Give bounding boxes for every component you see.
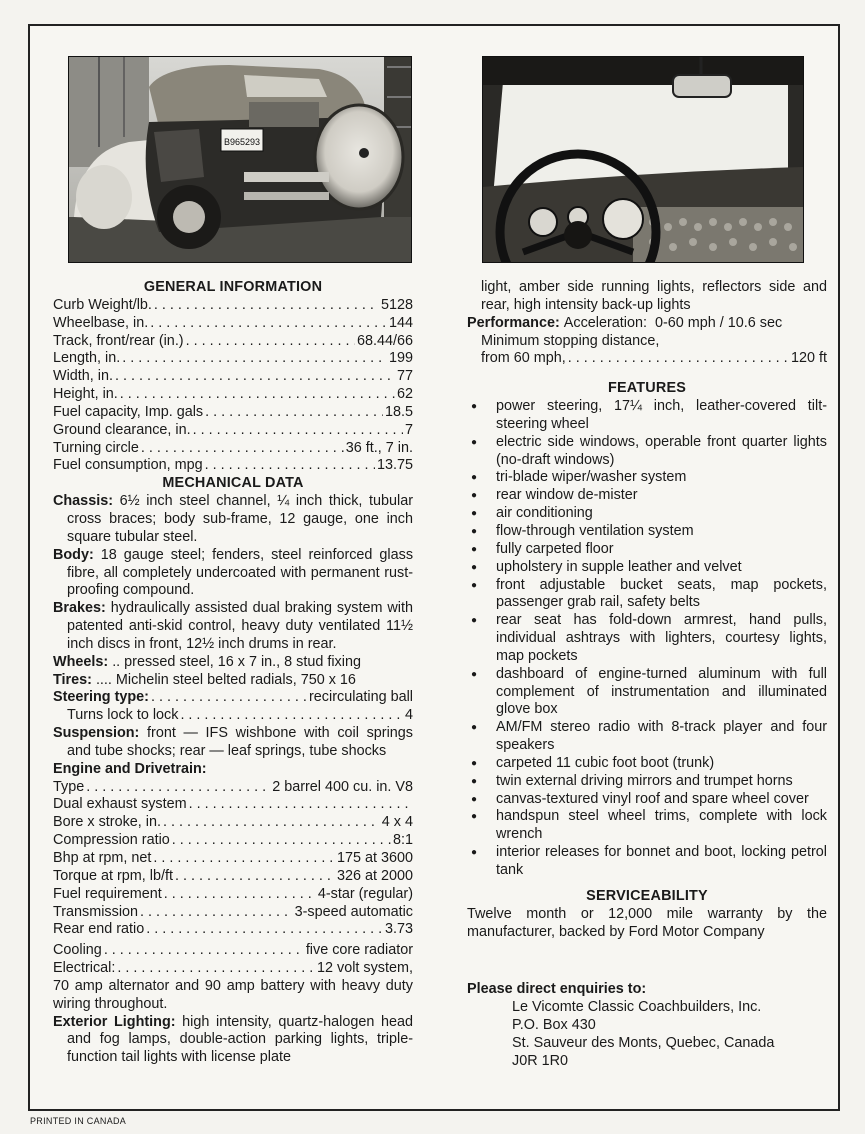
steering-spec: Steering type: . . . recirculating ball (53, 689, 413, 707)
spec-sheet-frame (28, 24, 840, 1111)
feature-item: ● power steering, 17¼ inch, leather-covered tilt-steering wheel (467, 398, 827, 434)
stopping-distance-label: Minimum stopping distance, (481, 332, 660, 349)
feature-item: ● air conditioning (467, 505, 827, 523)
engine-spec-row-value: 175 at 3600 (336, 850, 413, 866)
general-info-row-value: 144 (388, 314, 413, 331)
tires-spec: Tires: .... Michelin steel belted radials, 750 x 16 (53, 671, 356, 688)
engine-spec-row-label: Transmission (53, 903, 139, 920)
engine-spec-row (53, 814, 413, 832)
body-spec: Body: 18 gauge steel; fenders, steel reinforced glass fibre, all completely undercoated with permanent rust-proofing compound. (53, 546, 414, 599)
general-info-row (53, 297, 413, 315)
engine-drivetrain-list (53, 779, 413, 940)
general-info-row-value: 7 (404, 421, 413, 438)
stopping-distance-spec: from 60 mph, . . . 120 ft (467, 350, 827, 368)
general-info-row-label: Turning circle (53, 439, 139, 456)
electrical-spec: Electrical: . . . 12 volt system, (53, 960, 413, 978)
exterior-lighting-continued: light, amber side running lights, reflectors side and rear, high intensity back-up lights (481, 279, 827, 313)
feature-item: ● fully carpeted floor (467, 541, 827, 559)
feature-item: ● canvas-textured vinyl roof and spare wheel cover (467, 791, 827, 809)
feature-item: ● dashboard of engine-turned aluminum with full complement of instrumentation and illuminated glove box (467, 666, 827, 720)
engine-spec-row (53, 921, 413, 939)
general-information-list (53, 297, 413, 475)
engine-spec-row (53, 796, 413, 814)
engine-spec-row-label: Type (53, 778, 85, 795)
general-info-row-label: Curb Weight/lb. (53, 296, 152, 313)
engine-spec-row-value: 2 barrel 400 cu. in. V8 (272, 778, 413, 795)
feature-item: ● front adjustable bucket seats, map pockets, passenger grab rail, safety belts (467, 577, 827, 613)
feature-item: ● electric side windows, operable front quarter lights (no-draft windows) (467, 434, 827, 470)
general-info-row-label: Length, in. (53, 350, 121, 367)
engine-spec-row-label: Bhp at rpm, net (53, 850, 152, 866)
general-info-row (53, 457, 413, 475)
general-info-row (53, 422, 413, 440)
engine-spec-row (53, 868, 413, 886)
serviceability-heading: SERVICEABILITY (586, 887, 708, 904)
right-column (467, 279, 827, 1071)
cooling-spec: Cooling . . . five core radiator (53, 942, 413, 960)
general-info-row (53, 404, 413, 422)
general-info-row-value: 36 ft., 7 in. (345, 439, 413, 456)
general-info-row-value: 5128 (380, 296, 413, 313)
feature-item: ● handspun steel wheel trims, complete with lock wrench (467, 808, 827, 844)
engine-spec-row-value: 3-speed automatic (294, 903, 413, 920)
engine-drivetrain-heading: Engine and Drivetrain: (53, 760, 207, 777)
feature-item: ● twin external driving mirrors and trumpet horns (467, 773, 827, 791)
feature-item: ● flow-through ventilation system (467, 523, 827, 541)
general-info-row-value: 18.5 (384, 403, 413, 420)
engine-spec-row-value: 4 x 4 (381, 814, 413, 831)
engine-spec-row-label: Torque at rpm, lb/ft (53, 867, 173, 884)
enquiries-line: St. Sauveur des Monts, Quebec, Canada (512, 1034, 775, 1051)
features-heading: FEATURES (607, 380, 687, 397)
left-column (53, 279, 413, 1067)
general-info-row-value: 199 (388, 350, 413, 367)
car-rear-photo (68, 56, 412, 263)
enquiries-block (467, 981, 827, 1070)
general-information-heading: GENERAL INFORMATION (143, 279, 323, 295)
license-plate-text: B965293 (223, 137, 261, 147)
feature-item: ● carpeted 11 cubic foot boot (trunk) (467, 755, 827, 773)
serviceability-text: Twelve month or 12,000 mile warranty by the manufacturer, backed by Ford Motor Company (467, 905, 827, 940)
chassis-spec: Chassis: 6½ inch steel channel, ¼ inch thick, tubular cross braces; body sub-frame, 12 gauge, one inch square tubular steel. (53, 493, 414, 545)
general-info-row-label: Ground clearance, in. (53, 421, 191, 438)
engine-spec-row-label: Dual exhaust system (53, 796, 187, 813)
general-info-row-value: 62 (396, 386, 413, 403)
engine-spec-row-value: 326 at 2000 (336, 867, 413, 884)
suspension-spec: Suspension: front — IFS wishbone with coil springs and tube shocks; rear — leaf springs, tube shocks (53, 725, 413, 759)
general-info-row-label: Track, front/rear (in.) (53, 332, 184, 349)
enquiries-heading: Please direct enquiries to: (467, 981, 647, 998)
lock-to-lock-spec: Turns lock to lock . . . 4 (53, 707, 413, 725)
feature-item: ● interior releases for bonnet and boot, locking petrol tank (467, 844, 827, 880)
general-info-row (53, 315, 413, 333)
general-info-row-label: Width, in. (53, 368, 113, 385)
interior-dashboard-photo (482, 56, 804, 263)
general-info-row-label: Fuel consumption, mpg (53, 457, 203, 474)
general-info-row (53, 386, 413, 404)
feature-item: ● AM/FM stereo radio with 8-track player and four speakers (467, 719, 827, 755)
enquiries-line: J0R 1R0 (512, 1052, 568, 1069)
enquiries-line: P.O. Box 430 (512, 1017, 596, 1034)
engine-spec-row-value: 3.73 (384, 921, 413, 938)
engine-spec-row-value: 8:1 (392, 832, 413, 849)
engine-spec-row (53, 779, 413, 797)
engine-spec-row (53, 904, 413, 922)
feature-item: ● rear seat has fold-down armrest, hand pulls, individual ashtrays with lighters, courtesy lights, map pockets (467, 612, 827, 666)
general-info-row-value: 68.44/66 (356, 332, 413, 349)
general-info-row (53, 333, 413, 351)
features-list (467, 398, 827, 880)
feature-item: ● upholstery in supple leather and velvet (467, 559, 827, 577)
general-info-row (53, 350, 413, 368)
general-info-row-label: Wheelbase, in. (53, 314, 149, 331)
engine-spec-row (53, 832, 413, 850)
engine-spec-row (53, 886, 413, 904)
enquiries-line: Le Vicomte Classic Coachbuilders, Inc. (512, 999, 762, 1016)
general-info-row (53, 440, 413, 458)
engine-spec-row-label: Rear end ratio (53, 921, 145, 938)
general-info-row-value: 77 (396, 368, 413, 385)
engine-spec-row-label: Bore x stroke, in. (53, 814, 161, 831)
mechanical-data-heading: MECHANICAL DATA (162, 475, 304, 492)
wheels-spec: Wheels: .. pressed steel, 16 x 7 in., 8 stud fixing (53, 653, 361, 670)
engine-spec-row-label: Fuel requirement (53, 885, 162, 902)
brakes-spec: Brakes: hydraulically assisted dual braking system with patented anti-skid control, heavy duty ventilated 11½ inch discs in front, 12½ inch drums in rear. (53, 600, 414, 652)
engine-spec-row-value: 4-star (regular) (317, 885, 413, 902)
feature-item: ● tri-blade wiper/washer system (467, 469, 827, 487)
general-info-row (53, 368, 413, 386)
general-info-row-label: Fuel capacity, Imp. gals (53, 403, 204, 420)
general-info-row-label: Height, in. (53, 386, 118, 403)
performance-spec: Performance: Acceleration: 0-60 mph / 10.6 sec (467, 314, 783, 331)
exterior-lighting-spec: Exterior Lighting: high intensity, quartz-halogen head and fog lamps, double-action parking lights, triple-function tail lights with license plate (53, 1013, 413, 1066)
electrical-detail: 70 amp alternator and 90 amp battery with heavy duty wiring throughout. (53, 977, 413, 1012)
engine-spec-row (53, 850, 413, 868)
feature-item: ● rear window de-mister (467, 487, 827, 505)
printed-in-footer: PRINTED IN CANADA (30, 1116, 127, 1126)
engine-spec-row-label: Compression ratio (53, 832, 170, 849)
general-info-row-value: 13.75 (376, 457, 413, 474)
